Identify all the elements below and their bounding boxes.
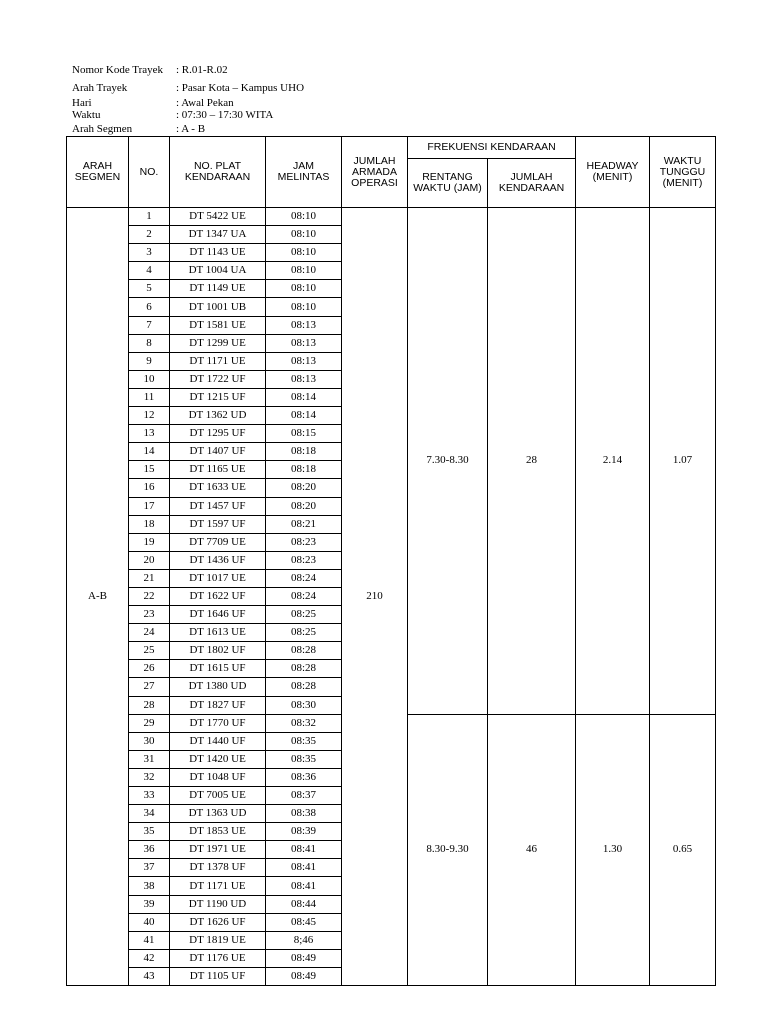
no-cell: 43	[129, 967, 170, 985]
jam-cell: 08:10	[266, 298, 342, 316]
route-direction-label: Arah Trayek	[72, 82, 128, 94]
plat-cell: DT 1004 UA	[170, 262, 266, 280]
no-cell: 12	[129, 407, 170, 425]
no-cell: 23	[129, 606, 170, 624]
jam-cell: 08:10	[266, 280, 342, 298]
jam-cell: 08:37	[266, 787, 342, 805]
jam-cell: 08:13	[266, 370, 342, 388]
plat-cell: DT 1457 UF	[170, 497, 266, 515]
jam-cell: 08:20	[266, 497, 342, 515]
plat-cell: DT 1362 UD	[170, 407, 266, 425]
col-header-plat: NO. PLAT KENDARAAN	[170, 137, 266, 208]
plat-cell: DT 1048 UF	[170, 768, 266, 786]
jam-cell: 08:23	[266, 551, 342, 569]
jumlah-armada-cell: 210	[342, 208, 408, 986]
jam-cell: 08:15	[266, 425, 342, 443]
no-cell: 8	[129, 334, 170, 352]
route-direction-value: : Pasar Kota – Kampus UHO	[176, 82, 305, 94]
no-cell: 28	[129, 696, 170, 714]
no-cell: 10	[129, 370, 170, 388]
plat-cell: DT 1819 UE	[170, 931, 266, 949]
day-label: Hari	[72, 97, 92, 109]
jam-cell: 08:21	[266, 515, 342, 533]
no-cell: 40	[129, 913, 170, 931]
jam-cell: 08:20	[266, 479, 342, 497]
no-cell: 20	[129, 551, 170, 569]
no-cell: 7	[129, 316, 170, 334]
no-cell: 3	[129, 244, 170, 262]
plat-cell: DT 1190 UD	[170, 895, 266, 913]
plat-cell: DT 1613 UE	[170, 624, 266, 642]
jam-cell: 08:24	[266, 587, 342, 605]
jam-cell: 08:18	[266, 461, 342, 479]
plat-cell: DT 1380 UD	[170, 678, 266, 696]
col-header-rentang: RENTANG WAKTU (JAM)	[408, 159, 488, 208]
no-cell: 38	[129, 877, 170, 895]
no-cell: 39	[129, 895, 170, 913]
plat-cell: DT 1622 UF	[170, 587, 266, 605]
jam-cell: 08:28	[266, 678, 342, 696]
jam-cell: 8;46	[266, 931, 342, 949]
jumlah-kendaraan-cell: 46	[488, 714, 576, 985]
route-code-label: Nomor Kode Trayek	[72, 64, 164, 76]
jam-cell: 08:14	[266, 407, 342, 425]
jumlah-kendaraan-cell: 28	[488, 208, 576, 715]
plat-cell: DT 1626 UF	[170, 913, 266, 931]
waktu-tunggu-cell: 1.07	[650, 208, 716, 715]
no-cell: 33	[129, 787, 170, 805]
plat-cell: DT 1420 UE	[170, 750, 266, 768]
plat-cell: DT 1215 UF	[170, 388, 266, 406]
plat-cell: DT 1581 UE	[170, 316, 266, 334]
col-header-arah-segmen: ARAH SEGMEN	[67, 137, 129, 208]
no-cell: 13	[129, 425, 170, 443]
segment-direction-value: : A - B	[176, 123, 206, 135]
plat-cell: DT 1646 UF	[170, 606, 266, 624]
no-cell: 14	[129, 443, 170, 461]
plat-cell: DT 1165 UE	[170, 461, 266, 479]
no-cell: 37	[129, 859, 170, 877]
rentang-cell: 7.30-8.30	[408, 208, 488, 715]
no-cell: 11	[129, 388, 170, 406]
plat-cell: DT 1105 UF	[170, 967, 266, 985]
plat-cell: DT 1971 UE	[170, 841, 266, 859]
plat-cell: DT 1295 UF	[170, 425, 266, 443]
jam-cell: 08:41	[266, 841, 342, 859]
no-cell: 32	[129, 768, 170, 786]
col-header-headway: HEADWAY (MENIT)	[576, 137, 650, 208]
jam-cell: 08:23	[266, 533, 342, 551]
no-cell: 27	[129, 678, 170, 696]
jam-cell: 08:10	[266, 244, 342, 262]
jam-cell: 08:28	[266, 660, 342, 678]
jam-cell: 08:13	[266, 334, 342, 352]
jam-cell: 08:44	[266, 895, 342, 913]
no-cell: 31	[129, 750, 170, 768]
jam-cell: 08:49	[266, 949, 342, 967]
route-info	[72, 64, 392, 136]
jam-cell: 08:10	[266, 208, 342, 226]
no-cell: 36	[129, 841, 170, 859]
plat-cell: DT 1722 UF	[170, 370, 266, 388]
no-cell: 16	[129, 479, 170, 497]
plat-cell: DT 5422 UE	[170, 208, 266, 226]
jam-cell: 08:39	[266, 823, 342, 841]
no-cell: 22	[129, 587, 170, 605]
table-row	[67, 208, 716, 226]
no-cell: 25	[129, 642, 170, 660]
jam-cell: 08:18	[266, 443, 342, 461]
waktu-tunggu-cell: 0.65	[650, 714, 716, 985]
rentang-cell: 8.30-9.30	[408, 714, 488, 985]
col-header-jumlah-armada: JUMLAH ARMADA OPERASI	[342, 137, 408, 208]
no-cell: 19	[129, 533, 170, 551]
no-cell: 24	[129, 624, 170, 642]
jam-cell: 08:35	[266, 750, 342, 768]
plat-cell: DT 1802 UF	[170, 642, 266, 660]
col-header-frekuensi: FREKUENSI KENDARAAN	[408, 137, 576, 159]
no-cell: 18	[129, 515, 170, 533]
jam-cell: 08:36	[266, 768, 342, 786]
plat-cell: DT 1347 UA	[170, 226, 266, 244]
plat-cell: DT 1597 UF	[170, 515, 266, 533]
plat-cell: DT 1853 UE	[170, 823, 266, 841]
no-cell: 42	[129, 949, 170, 967]
jam-cell: 08:28	[266, 642, 342, 660]
no-cell: 6	[129, 298, 170, 316]
plat-cell: DT 1407 UF	[170, 443, 266, 461]
plat-cell: DT 1299 UE	[170, 334, 266, 352]
jam-cell: 08:41	[266, 859, 342, 877]
jam-cell: 08:13	[266, 352, 342, 370]
jam-cell: 08:14	[266, 388, 342, 406]
jam-cell: 08:32	[266, 714, 342, 732]
no-cell: 2	[129, 226, 170, 244]
plat-cell: DT 1363 UD	[170, 805, 266, 823]
headway-cell: 2.14	[576, 208, 650, 715]
no-cell: 1	[129, 208, 170, 226]
jam-cell: 08:25	[266, 624, 342, 642]
plat-cell: DT 1615 UF	[170, 660, 266, 678]
plat-cell: DT 7709 UE	[170, 533, 266, 551]
segment-cell: A-B	[67, 208, 129, 986]
vehicle-frequency-table	[66, 136, 716, 986]
no-cell: 34	[129, 805, 170, 823]
plat-cell: DT 1001 UB	[170, 298, 266, 316]
plat-cell: DT 1440 UF	[170, 732, 266, 750]
jam-cell: 08:25	[266, 606, 342, 624]
jam-cell: 08:41	[266, 877, 342, 895]
no-cell: 29	[129, 714, 170, 732]
time-value: : 07:30 – 17:30 WITA	[176, 109, 274, 121]
no-cell: 9	[129, 352, 170, 370]
no-cell: 21	[129, 569, 170, 587]
col-header-jam: JAM MELINTAS	[266, 137, 342, 208]
no-cell: 35	[129, 823, 170, 841]
jam-cell: 08:24	[266, 569, 342, 587]
day-value: : Awal Pekan	[176, 97, 234, 109]
headway-cell: 1.30	[576, 714, 650, 985]
plat-cell: DT 1171 UE	[170, 877, 266, 895]
col-header-no: NO.	[129, 137, 170, 208]
jam-cell: 08:10	[266, 226, 342, 244]
plat-cell: DT 1633 UE	[170, 479, 266, 497]
plat-cell: DT 1827 UF	[170, 696, 266, 714]
no-cell: 17	[129, 497, 170, 515]
jam-cell: 08:45	[266, 913, 342, 931]
no-cell: 5	[129, 280, 170, 298]
jam-cell: 08:49	[266, 967, 342, 985]
jam-cell: 08:35	[266, 732, 342, 750]
no-cell: 4	[129, 262, 170, 280]
plat-cell: DT 1436 UF	[170, 551, 266, 569]
plat-cell: DT 1149 UE	[170, 280, 266, 298]
plat-cell: DT 1017 UE	[170, 569, 266, 587]
plat-cell: DT 1770 UF	[170, 714, 266, 732]
plat-cell: DT 7005 UE	[170, 787, 266, 805]
jam-cell: 08:38	[266, 805, 342, 823]
plat-cell: DT 1143 UE	[170, 244, 266, 262]
no-cell: 41	[129, 931, 170, 949]
no-cell: 30	[129, 732, 170, 750]
no-cell: 26	[129, 660, 170, 678]
no-cell: 15	[129, 461, 170, 479]
jam-cell: 08:10	[266, 262, 342, 280]
col-header-jumlah-kendaraan: JUMLAH KENDARAAN	[488, 159, 576, 208]
route-code-value: : R.01-R.02	[176, 64, 228, 76]
time-label: Waktu	[72, 109, 101, 121]
jam-cell: 08:30	[266, 696, 342, 714]
plat-cell: DT 1378 UF	[170, 859, 266, 877]
plat-cell: DT 1171 UE	[170, 352, 266, 370]
col-header-waktu-tunggu: WAKTU TUNGGU (MENIT)	[650, 137, 716, 208]
plat-cell: DT 1176 UE	[170, 949, 266, 967]
jam-cell: 08:13	[266, 316, 342, 334]
segment-direction-label: Arah Segmen	[72, 123, 133, 135]
